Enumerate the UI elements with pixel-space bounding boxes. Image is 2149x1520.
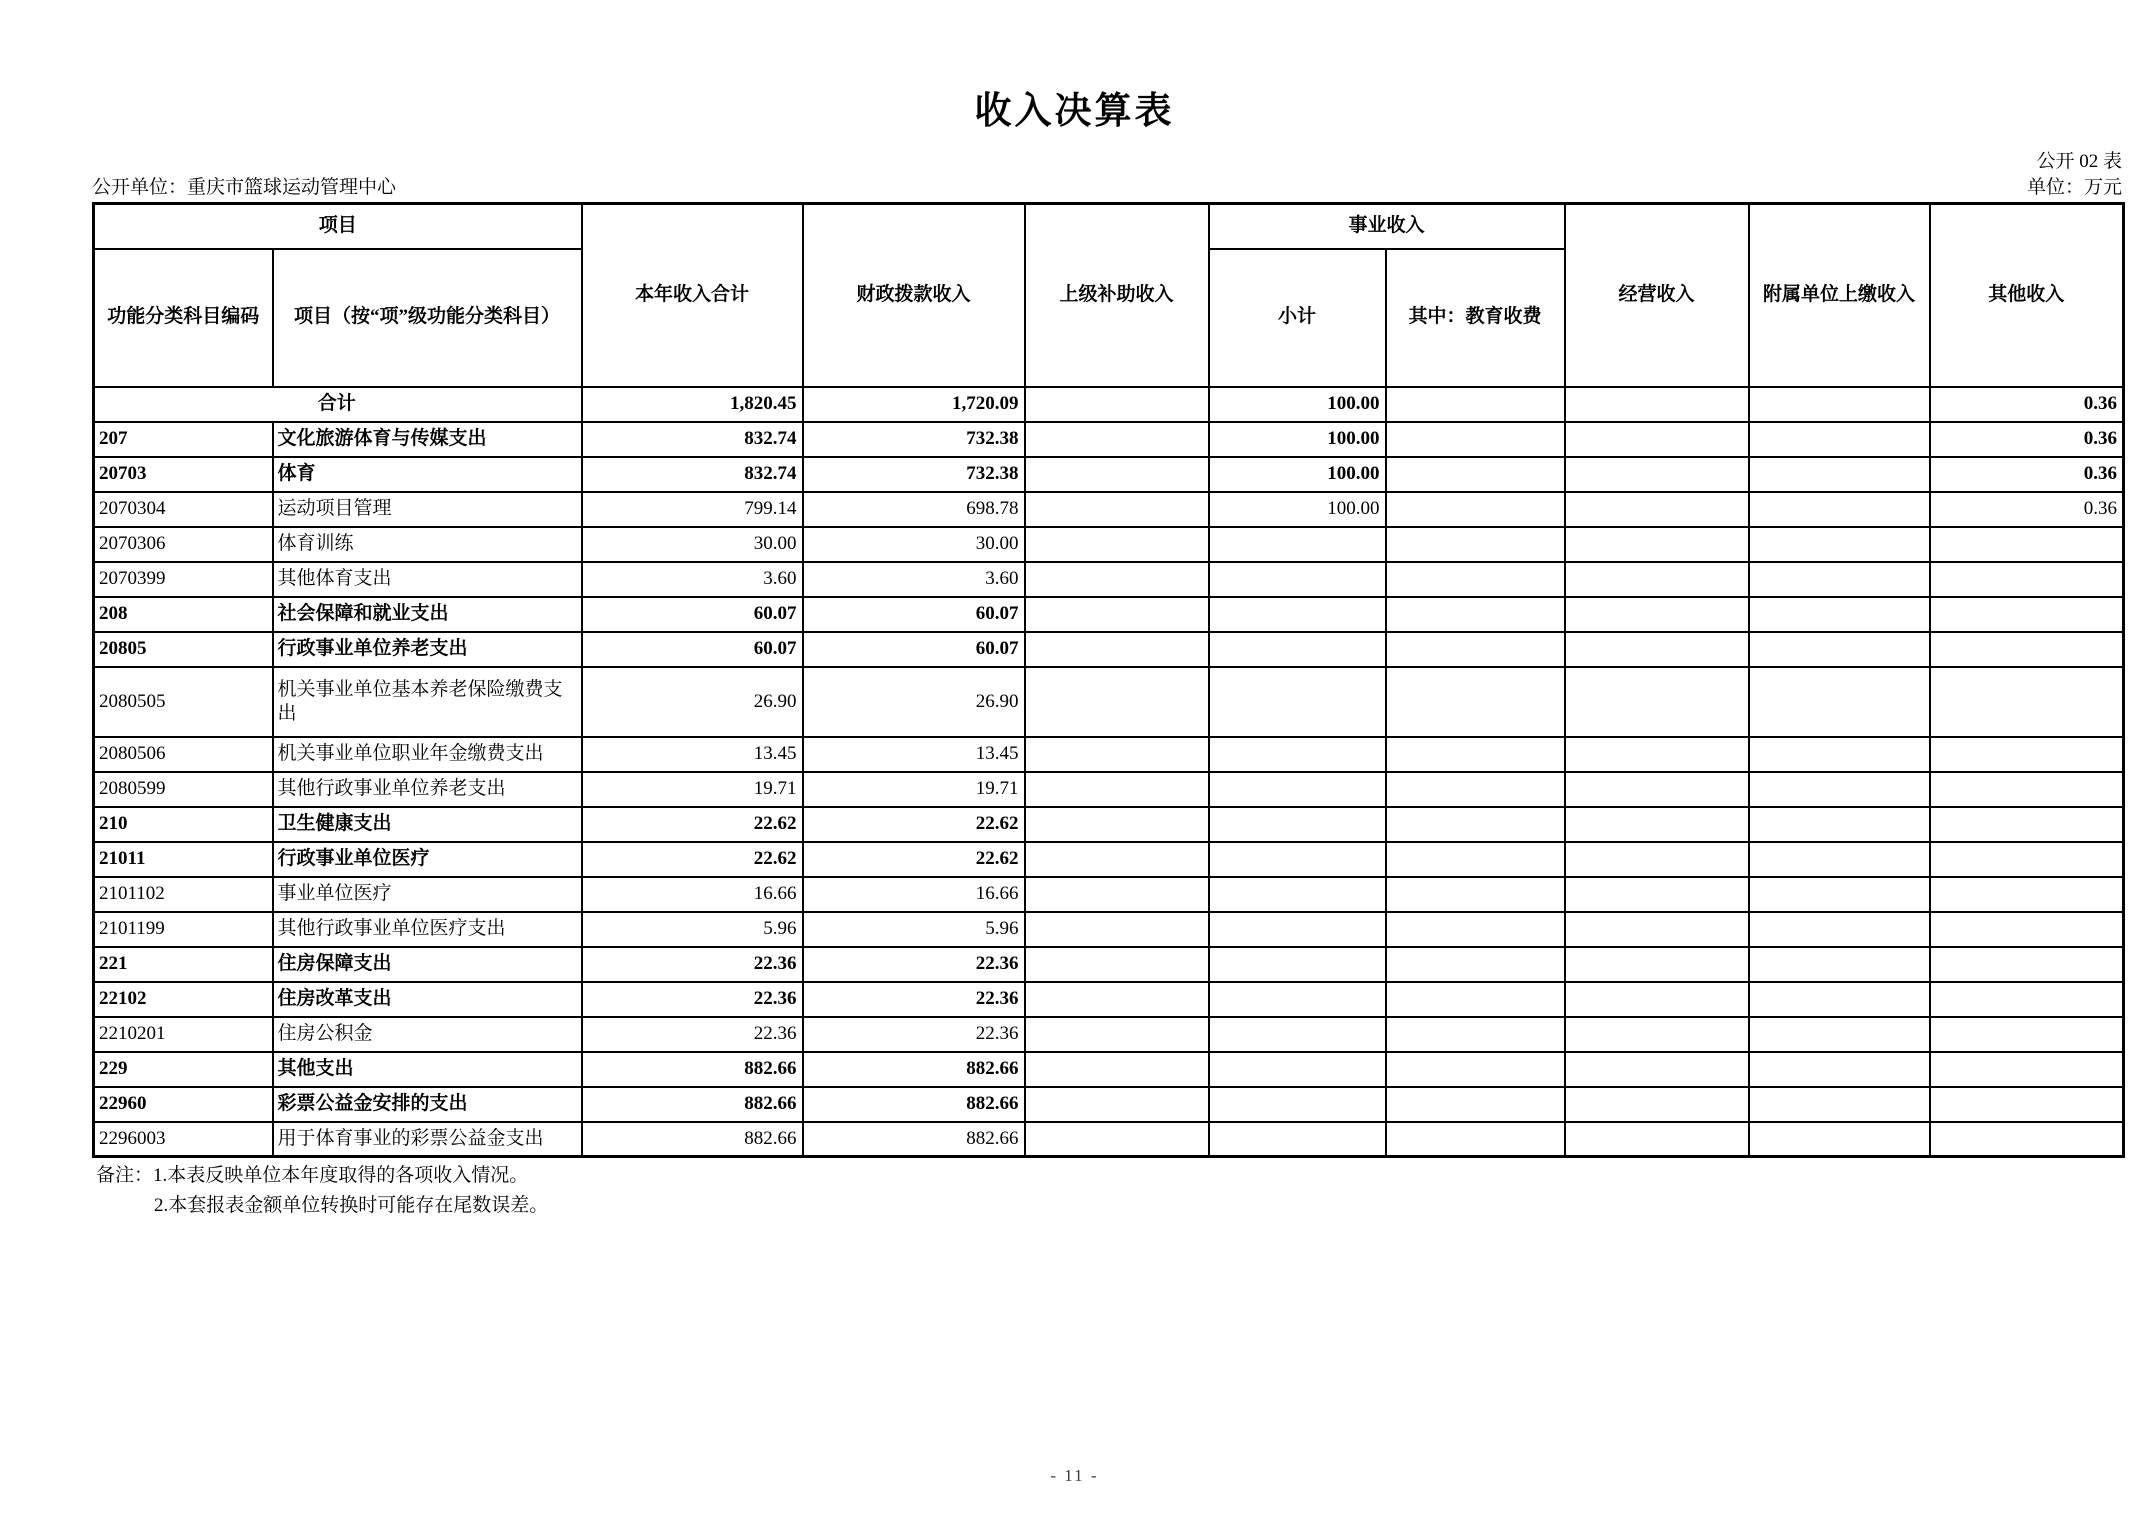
row-education-fee-value [1386,947,1565,982]
row-subtotal-value [1209,1122,1386,1157]
row-education-fee-value [1386,807,1565,842]
table-row [94,597,2124,632]
row-code: 2210201 [94,1017,273,1052]
row-affiliated-value [1749,387,1930,422]
row-name: 运动项目管理 [273,492,582,527]
row-total-value: 882.66 [582,1052,803,1087]
row-upper-subsidy-value [1025,947,1209,982]
row-fiscal-value: 22.62 [803,842,1025,877]
row-affiliated-value [1749,527,1930,562]
row-fiscal-value: 22.62 [803,807,1025,842]
row-operating-value [1565,527,1749,562]
row-code: 2080505 [94,667,273,737]
row-other-value: 0.36 [1930,457,2124,492]
row-name: 用于体育事业的彩票公益金支出 [273,1122,582,1157]
row-name: 住房公积金 [273,1017,582,1052]
page-number: - 11 - [1050,1466,1099,1485]
row-operating-value [1565,1017,1749,1052]
header-operating-column: 经营收入 [1565,204,1749,387]
header-subtotal-column: 小计 [1209,249,1386,387]
table-row [94,982,2124,1017]
row-fiscal-value: 60.07 [803,632,1025,667]
table-row [94,947,2124,982]
row-operating-value [1565,1052,1749,1087]
row-subtotal-value [1209,562,1386,597]
table-row [94,422,2124,457]
row-other-value [1930,877,2124,912]
row-subtotal-value [1209,632,1386,667]
row-other-value [1930,737,2124,772]
table-row [94,457,2124,492]
row-operating-value [1565,912,1749,947]
row-subtotal-value [1209,772,1386,807]
row-upper-subsidy-value [1025,457,1209,492]
row-total-value: 13.45 [582,737,803,772]
row-fiscal-value: 13.45 [803,737,1025,772]
row-education-fee-value [1386,562,1565,597]
row-name: 机关事业单位职业年金缴费支出 [273,737,582,772]
row-operating-value [1565,667,1749,737]
header-business-income-group: 事业收入 [1209,204,1565,249]
row-education-fee-value [1386,737,1565,772]
row-code: 2070399 [94,562,273,597]
row-other-value [1930,597,2124,632]
footnote-line-2: 2.本套报表金额单位转换时可能存在尾数误差。 [154,1195,549,1216]
row-name: 其他支出 [273,1052,582,1087]
row-other-value [1930,632,2124,667]
row-operating-value [1565,737,1749,772]
table-row [94,842,2124,877]
table-row [94,1122,2124,1157]
row-name: 彩票公益金安排的支出 [273,1087,582,1122]
row-upper-subsidy-value [1025,772,1209,807]
row-education-fee-value [1386,1122,1565,1157]
row-total-value: 832.74 [582,457,803,492]
row-total-value: 22.36 [582,947,803,982]
row-fiscal-value: 22.36 [803,982,1025,1017]
header-affiliated-column: 附属单位上缴收入 [1749,204,1930,387]
row-education-fee-value [1386,457,1565,492]
row-other-value: 0.36 [1930,492,2124,527]
row-name: 住房保障支出 [273,947,582,982]
header-education-fee-column: 其中：教育收费 [1386,249,1565,387]
unit-label: 单位：万元 [2026,177,2122,198]
row-fiscal-value: 22.36 [803,1017,1025,1052]
row-fiscal-value: 16.66 [803,877,1025,912]
row-code: 2296003 [94,1122,273,1157]
header-row-groups [94,204,2124,249]
row-code: 22960 [94,1087,273,1122]
row-affiliated-value [1749,842,1930,877]
row-subtotal-value [1209,912,1386,947]
row-name: 其他行政事业单位医疗支出 [273,912,582,947]
row-subtotal-value [1209,1052,1386,1087]
row-total-value: 19.71 [582,772,803,807]
row-other-value [1930,947,2124,982]
row-education-fee-value [1386,1087,1565,1122]
row-upper-subsidy-value [1025,877,1209,912]
row-operating-value [1565,807,1749,842]
row-subtotal-value [1209,737,1386,772]
row-upper-subsidy-value [1025,1122,1209,1157]
table-row [94,387,2124,422]
row-subtotal-value [1209,1017,1386,1052]
row-other-value [1930,1017,2124,1052]
header-other-column: 其他收入 [1930,204,2124,387]
row-other-value: 0.36 [1930,422,2124,457]
row-operating-value [1565,842,1749,877]
table-row [94,1052,2124,1087]
row-operating-value [1565,947,1749,982]
row-code: 2070306 [94,527,273,562]
row-upper-subsidy-value [1025,387,1209,422]
row-code: 2101102 [94,877,273,912]
row-code: 2101199 [94,912,273,947]
row-total-value: 22.62 [582,807,803,842]
row-other-value [1930,807,2124,842]
row-fiscal-value: 1,720.09 [803,387,1025,422]
row-name: 合计 [94,387,582,422]
row-fiscal-value: 882.66 [803,1052,1025,1087]
row-name: 文化旅游体育与传媒支出 [273,422,582,457]
row-education-fee-value [1386,597,1565,632]
row-subtotal-value: 100.00 [1209,492,1386,527]
row-upper-subsidy-value [1025,842,1209,877]
row-affiliated-value [1749,982,1930,1017]
row-name: 事业单位医疗 [273,877,582,912]
row-fiscal-value: 698.78 [803,492,1025,527]
row-code: 210 [94,807,273,842]
row-upper-subsidy-value [1025,737,1209,772]
table-row [94,877,2124,912]
row-upper-subsidy-value [1025,1017,1209,1052]
row-operating-value [1565,1087,1749,1122]
row-total-value: 22.62 [582,842,803,877]
publisher-label: 公开单位：重庆市篮球运动管理中心 [92,177,397,198]
table-row [94,912,2124,947]
row-name: 卫生健康支出 [273,807,582,842]
page-title: 收入决算表 [974,91,1175,132]
row-other-value [1930,1052,2124,1087]
row-code: 22102 [94,982,273,1017]
row-education-fee-value [1386,667,1565,737]
row-upper-subsidy-value [1025,1052,1209,1087]
row-total-value: 22.36 [582,982,803,1017]
row-fiscal-value: 19.71 [803,772,1025,807]
row-code: 2070304 [94,492,273,527]
row-upper-subsidy-value [1025,422,1209,457]
row-fiscal-value: 26.90 [803,667,1025,737]
row-name: 行政事业单位医疗 [273,842,582,877]
row-affiliated-value [1749,562,1930,597]
row-affiliated-value [1749,1122,1930,1157]
row-operating-value [1565,457,1749,492]
row-affiliated-value [1749,1017,1930,1052]
table-code-label: 公开 02 表 [2036,151,2122,172]
footnote-line-1: 备注：1.本表反映单位本年度取得的各项收入情况。 [96,1165,529,1186]
row-upper-subsidy-value [1025,912,1209,947]
row-fiscal-value: 882.66 [803,1087,1025,1122]
row-code: 221 [94,947,273,982]
meta-line [92,172,2122,199]
row-affiliated-value [1749,667,1930,737]
income-table [92,202,2125,1158]
table-row [94,562,2124,597]
row-operating-value [1565,387,1749,422]
header-fiscal-column: 财政拨款收入 [803,204,1025,387]
row-subtotal-value [1209,527,1386,562]
row-upper-subsidy-value [1025,667,1209,737]
row-education-fee-value [1386,1017,1565,1052]
row-fiscal-value: 30.00 [803,527,1025,562]
row-upper-subsidy-value [1025,492,1209,527]
row-fiscal-value: 882.66 [803,1122,1025,1157]
row-education-fee-value [1386,422,1565,457]
row-total-value: 1,820.45 [582,387,803,422]
row-total-value: 3.60 [582,562,803,597]
row-affiliated-value [1749,772,1930,807]
row-name: 其他行政事业单位养老支出 [273,772,582,807]
table-row [94,632,2124,667]
row-operating-value [1565,562,1749,597]
row-education-fee-value [1386,982,1565,1017]
row-code: 208 [94,597,273,632]
row-fiscal-value: 5.96 [803,912,1025,947]
row-subtotal-value [1209,1087,1386,1122]
row-affiliated-value [1749,737,1930,772]
row-code: 229 [94,1052,273,1087]
row-code: 20703 [94,457,273,492]
row-upper-subsidy-value [1025,632,1209,667]
row-code: 2080506 [94,737,273,772]
row-total-value: 26.90 [582,667,803,737]
row-other-value [1930,772,2124,807]
header-project-group: 项目 [94,204,582,249]
row-code: 2080599 [94,772,273,807]
row-fiscal-value: 3.60 [803,562,1025,597]
row-name: 体育训练 [273,527,582,562]
row-education-fee-value [1386,492,1565,527]
row-total-value: 882.66 [582,1122,803,1157]
header-code-column: 功能分类科目编码 [94,249,273,387]
row-subtotal-value: 100.00 [1209,457,1386,492]
row-name: 体育 [273,457,582,492]
row-other-value [1930,982,2124,1017]
row-subtotal-value: 100.00 [1209,422,1386,457]
header-total-column: 本年收入合计 [582,204,803,387]
row-subtotal-value [1209,842,1386,877]
row-code: 207 [94,422,273,457]
row-affiliated-value [1749,457,1930,492]
row-subtotal-value [1209,982,1386,1017]
row-operating-value [1565,597,1749,632]
row-operating-value [1565,632,1749,667]
row-education-fee-value [1386,1052,1565,1087]
row-other-value [1930,667,2124,737]
header-upper-subsidy-column: 上级补助收入 [1025,204,1209,387]
row-other-value [1930,1087,2124,1122]
row-operating-value [1565,772,1749,807]
row-upper-subsidy-value [1025,562,1209,597]
row-other-value [1930,527,2124,562]
row-subtotal-value [1209,597,1386,632]
row-total-value: 799.14 [582,492,803,527]
row-fiscal-value: 732.38 [803,457,1025,492]
row-fiscal-value: 60.07 [803,597,1025,632]
row-upper-subsidy-value [1025,597,1209,632]
table-row [94,737,2124,772]
row-upper-subsidy-value [1025,982,1209,1017]
row-total-value: 5.96 [582,912,803,947]
row-affiliated-value [1749,912,1930,947]
row-operating-value [1565,422,1749,457]
row-subtotal-value [1209,667,1386,737]
table-body [94,387,2124,1157]
row-subtotal-value [1209,947,1386,982]
row-affiliated-value [1749,422,1930,457]
row-fiscal-value: 732.38 [803,422,1025,457]
row-education-fee-value [1386,912,1565,947]
row-other-value [1930,1122,2124,1157]
row-operating-value [1565,982,1749,1017]
row-code: 21011 [94,842,273,877]
row-affiliated-value [1749,877,1930,912]
row-education-fee-value [1386,527,1565,562]
row-affiliated-value [1749,1087,1930,1122]
row-name: 住房改革支出 [273,982,582,1017]
row-affiliated-value [1749,947,1930,982]
row-upper-subsidy-value [1025,527,1209,562]
table-row [94,527,2124,562]
row-operating-value [1565,877,1749,912]
row-subtotal-value [1209,807,1386,842]
row-code: 20805 [94,632,273,667]
row-total-value: 22.36 [582,1017,803,1052]
row-name: 机关事业单位基本养老保险缴费支出 [273,667,582,737]
row-name: 其他体育支出 [273,562,582,597]
table-row [94,1087,2124,1122]
row-affiliated-value [1749,597,1930,632]
row-education-fee-value [1386,842,1565,877]
row-upper-subsidy-value [1025,807,1209,842]
row-upper-subsidy-value [1025,1087,1209,1122]
row-total-value: 832.74 [582,422,803,457]
row-affiliated-value [1749,492,1930,527]
row-total-value: 60.07 [582,597,803,632]
row-fiscal-value: 22.36 [803,947,1025,982]
header-name-column: 项目（按“项”级功能分类科目） [273,249,582,387]
row-other-value [1930,842,2124,877]
row-subtotal-value: 100.00 [1209,387,1386,422]
row-name: 行政事业单位养老支出 [273,632,582,667]
row-education-fee-value [1386,632,1565,667]
table-row [94,772,2124,807]
row-education-fee-value [1386,387,1565,422]
row-total-value: 882.66 [582,1087,803,1122]
table-row [94,807,2124,842]
row-affiliated-value [1749,632,1930,667]
row-total-value: 16.66 [582,877,803,912]
row-other-value [1930,912,2124,947]
row-education-fee-value [1386,877,1565,912]
row-education-fee-value [1386,772,1565,807]
table-row [94,492,2124,527]
table-row [94,1017,2124,1052]
row-other-value [1930,562,2124,597]
table-row [94,667,2124,737]
row-other-value: 0.36 [1930,387,2124,422]
row-total-value: 30.00 [582,527,803,562]
row-affiliated-value [1749,807,1930,842]
row-subtotal-value [1209,877,1386,912]
row-operating-value [1565,1122,1749,1157]
row-affiliated-value [1749,1052,1930,1087]
row-operating-value [1565,492,1749,527]
row-name: 社会保障和就业支出 [273,597,582,632]
row-total-value: 60.07 [582,632,803,667]
